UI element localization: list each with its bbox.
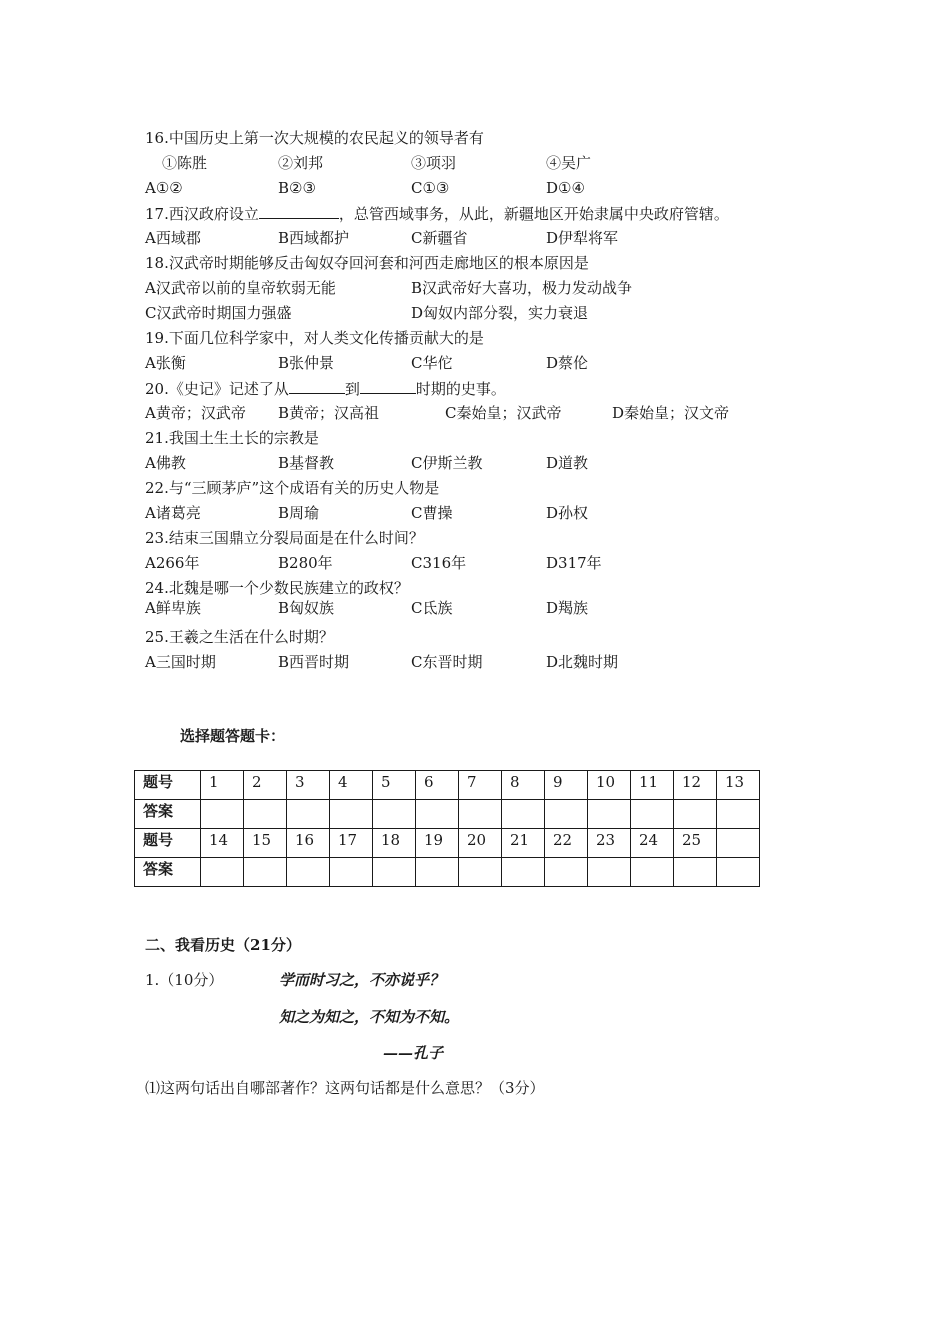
answer-cell[interactable] — [373, 858, 416, 887]
option-b: B280年 — [278, 554, 333, 572]
question-number-cell: 13 — [717, 771, 760, 800]
row-label-answer: 答案 — [135, 858, 201, 887]
option-d: D①④ — [546, 179, 585, 197]
option-c: C316年 — [411, 554, 467, 572]
option-a: A黄帝；汉武帝 — [145, 404, 246, 422]
question-16-stem: 16.中国历史上第一次大规模的农民起义的领导者有 — [145, 129, 484, 147]
question-number-cell: 23 — [588, 829, 631, 858]
question-24-stem: 24.北魏是哪一个少数民族建立的政权？ — [145, 579, 409, 597]
question-number-cell: 20 — [459, 829, 502, 858]
table-row — [135, 858, 760, 887]
option-a: A张衡 — [145, 354, 186, 372]
answer-cell[interactable] — [717, 800, 760, 829]
question-21-stem: 21.我国土生土长的宗教是 — [145, 429, 319, 447]
option-d: D317年 — [546, 554, 602, 572]
option-a: A诸葛亮 — [145, 504, 201, 522]
subitem: ②刘邦 — [278, 154, 324, 172]
answer-cell[interactable] — [244, 858, 287, 887]
option-c: C伊斯兰教 — [411, 454, 483, 472]
option-a: A汉武帝以前的皇帝软弱无能 — [145, 279, 336, 297]
answer-cell[interactable] — [588, 858, 631, 887]
option-c: C新疆省 — [411, 229, 468, 247]
question-number-cell: 4 — [330, 771, 373, 800]
question-number-cell: 16 — [287, 829, 330, 858]
subitem: ④吴广 — [546, 154, 592, 172]
option-c: C氐族 — [411, 599, 453, 617]
question-21-options — [145, 451, 745, 475]
subitem: ③项羽 — [411, 154, 457, 172]
option-b: B周瑜 — [278, 504, 320, 522]
option-c: C①③ — [411, 179, 450, 197]
section-2-title: 二、我看历史（21分） — [145, 936, 301, 954]
question-18-stem: 18.汉武帝时期能够反击匈奴夺回河套和河西走廊地区的根本原因是 — [145, 254, 589, 272]
question-number-cell: 3 — [287, 771, 330, 800]
option-c: C华佗 — [411, 354, 453, 372]
option-d: D秦始皇；汉文帝 — [612, 404, 730, 422]
option-d: D道教 — [546, 454, 589, 472]
option-c: C汉武帝时期国力强盛 — [145, 304, 292, 322]
answer-cell[interactable] — [631, 800, 674, 829]
option-b: B②③ — [278, 179, 316, 197]
question-number-cell: 17 — [330, 829, 373, 858]
quote-line-1: 学而时习之，不亦说乎？ — [279, 971, 445, 989]
question-19-stem: 19.下面几位科学家中，对人类文化传播贡献大的是 — [145, 329, 484, 347]
section-2-question-1-label: 1.（10分） — [145, 971, 224, 989]
table-row — [135, 829, 760, 858]
answer-cell[interactable] — [631, 858, 674, 887]
question-16-subitems — [145, 151, 745, 175]
answer-cell[interactable] — [416, 858, 459, 887]
answer-cell[interactable] — [330, 800, 373, 829]
section-2-subquestion-1: ⑴这两句话出自哪部著作？这两句话都是什么意思？（3分） — [145, 1079, 545, 1097]
question-17-options — [145, 226, 745, 250]
option-c: C东晋时期 — [411, 653, 483, 671]
option-a: A佛教 — [145, 454, 186, 472]
answer-cell[interactable] — [287, 858, 330, 887]
answer-cell[interactable] — [502, 858, 545, 887]
option-d: D蔡伦 — [546, 354, 589, 372]
answer-card-title: 选择题答题卡： — [180, 727, 286, 745]
option-b: B西域都护 — [278, 229, 350, 247]
fill-blank — [259, 201, 339, 219]
option-b: B汉武帝好大喜功，极力发动战争 — [411, 279, 633, 297]
answer-cell[interactable] — [201, 858, 244, 887]
question-number-cell: 6 — [416, 771, 459, 800]
question-number-cell: 11 — [631, 771, 674, 800]
question-number-cell: 7 — [459, 771, 502, 800]
fill-blank — [289, 376, 345, 394]
question-19-options — [145, 351, 745, 375]
option-a: A266年 — [145, 554, 200, 572]
question-number-cell: 12 — [674, 771, 717, 800]
question-number-cell: 10 — [588, 771, 631, 800]
option-d: D孙权 — [546, 504, 589, 522]
table-row — [135, 771, 760, 800]
answer-cell[interactable] — [588, 800, 631, 829]
question-number-cell: 15 — [244, 829, 287, 858]
stem-text: 20.《史记》记述了从 — [145, 380, 289, 398]
question-number-cell: 19 — [416, 829, 459, 858]
answer-card-table — [134, 770, 760, 887]
question-number-cell — [717, 829, 760, 858]
question-22-stem: 22.与“三顾茅庐”这个成语有关的历史人物是 — [145, 479, 440, 497]
fill-blank — [360, 376, 416, 394]
answer-cell[interactable] — [502, 800, 545, 829]
answer-cell[interactable] — [373, 800, 416, 829]
question-number-cell: 24 — [631, 829, 674, 858]
quote-author: ——孔子 — [383, 1044, 444, 1062]
question-number-cell: 18 — [373, 829, 416, 858]
option-d: D北魏时期 — [546, 653, 619, 671]
option-a: A①② — [145, 179, 183, 197]
answer-cell[interactable] — [201, 800, 244, 829]
option-a: A三国时期 — [145, 653, 216, 671]
option-b: B匈奴族 — [278, 599, 335, 617]
answer-cell[interactable] — [287, 800, 330, 829]
answer-cell[interactable] — [674, 858, 717, 887]
option-c: C秦始皇；汉武帝 — [445, 404, 562, 422]
stem-text: 到 — [344, 380, 360, 398]
option-b: B西晋时期 — [278, 653, 350, 671]
question-number-cell: 14 — [201, 829, 244, 858]
option-b: B黄帝；汉高祖 — [278, 404, 380, 422]
question-number-cell: 25 — [674, 829, 717, 858]
question-number-cell: 5 — [373, 771, 416, 800]
subitem: ①陈胜 — [162, 154, 208, 172]
row-label-answer: 答案 — [135, 800, 201, 829]
row-label-number: 题号 — [135, 829, 201, 858]
question-number-cell: 1 — [201, 771, 244, 800]
question-18-options-row1 — [145, 276, 745, 300]
table-row — [135, 800, 760, 829]
answer-cell[interactable] — [416, 800, 459, 829]
quote-line-2: 知之为知之，不知为不知。 — [279, 1008, 460, 1026]
option-c: C曹操 — [411, 504, 453, 522]
question-18-options-row2 — [145, 301, 745, 325]
question-17-stem — [145, 201, 729, 225]
row-label-number: 题号 — [135, 771, 201, 800]
option-d: D羯族 — [546, 599, 589, 617]
answer-cell[interactable] — [459, 800, 502, 829]
stem-text: 时期的史事。 — [415, 380, 506, 398]
question-22-options — [145, 501, 745, 525]
question-number-cell: 22 — [545, 829, 588, 858]
question-number-cell: 9 — [545, 771, 588, 800]
option-a: A西域郡 — [145, 229, 201, 247]
answer-cell[interactable] — [717, 858, 760, 887]
stem-text: ，总管西域事务，从此，新疆地区开始隶属中央政府管辖。 — [338, 205, 729, 223]
question-23-stem: 23.结束三国鼎立分裂局面是在什么时间？ — [145, 529, 424, 547]
answer-cell[interactable] — [674, 800, 717, 829]
answer-cell[interactable] — [545, 858, 588, 887]
stem-text: 17.西汉政府设立 — [145, 205, 259, 223]
option-b: B张仲景 — [278, 354, 335, 372]
question-20-stem — [145, 376, 506, 400]
question-number-cell: 8 — [502, 771, 545, 800]
question-number-cell: 21 — [502, 829, 545, 858]
question-24-options — [145, 596, 745, 620]
answer-cell[interactable] — [244, 800, 287, 829]
answer-cell[interactable] — [459, 858, 502, 887]
option-d: D匈奴内部分裂，实力衰退 — [411, 304, 589, 322]
question-20-options — [145, 401, 785, 425]
option-b: B基督教 — [278, 454, 335, 472]
question-25-stem: 25.王羲之生活在什么时期？ — [145, 628, 334, 646]
question-25-options — [145, 650, 745, 674]
answer-cell[interactable] — [330, 858, 373, 887]
question-number-cell: 2 — [244, 771, 287, 800]
question-23-options — [145, 551, 745, 575]
question-16-options — [145, 176, 745, 200]
option-d: D伊犁将军 — [546, 229, 619, 247]
option-a: A鲜卑族 — [145, 599, 201, 617]
answer-cell[interactable] — [545, 800, 588, 829]
